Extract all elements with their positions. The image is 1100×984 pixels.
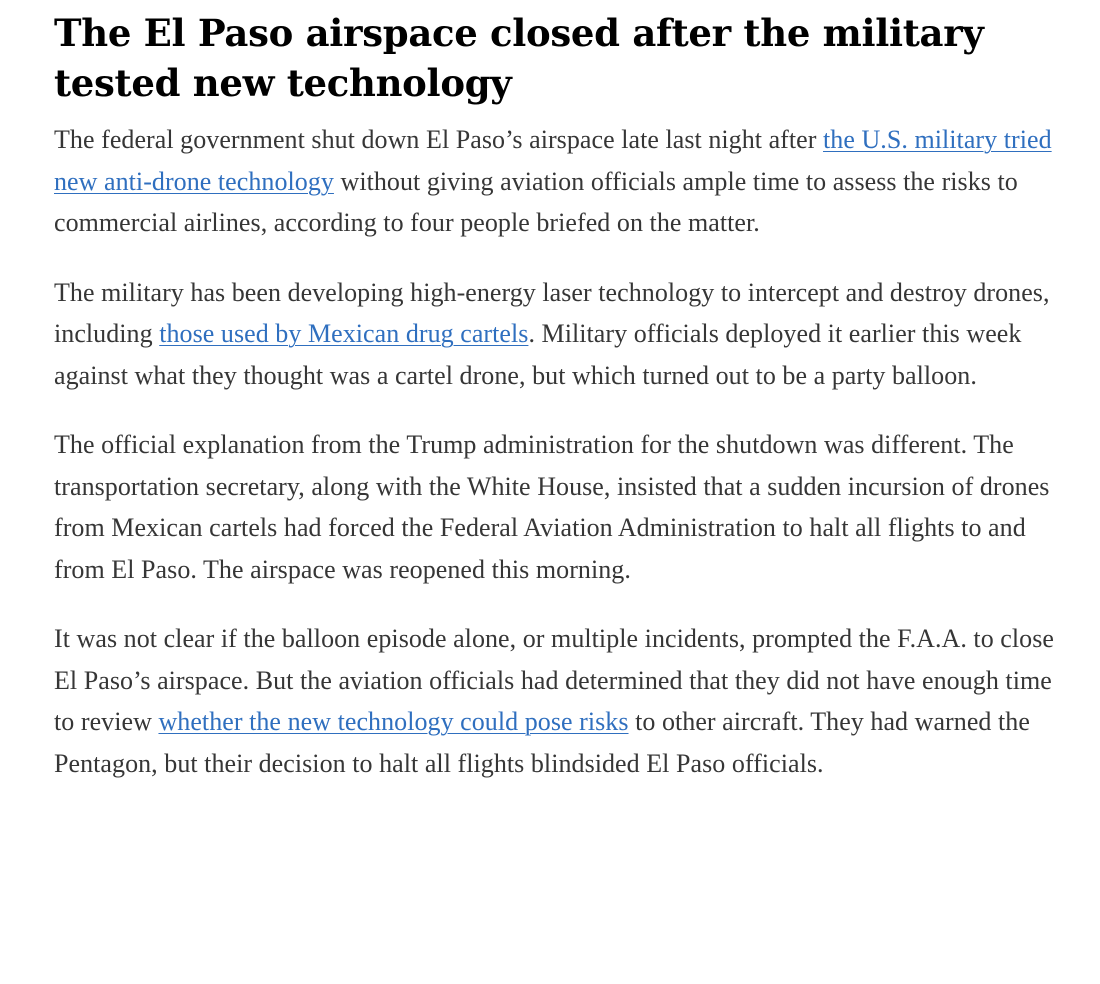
headline: The El Paso airspace closed after the military tested new technology [54, 11, 984, 105]
paragraph-1-text-before: The federal government shut down El Paso’s airspace late last night after [54, 125, 824, 154]
paragraph-4-text-after: to other aircraft. They had warned the Pentagon, but their decision to halt all flights blindsided El Paso officials. [54, 707, 1030, 778]
paragraph-4 [54, 618, 1078, 784]
paragraph-3: The official explanation from the Trump administration for the shutdown was different. The transportation secretary, along with the White House, insisted that a sudden incursion of drones from Mexican cartels had forced the Federal Aviation Administration to halt all flights to and from El Paso. The airspace was reopened this morning. [54, 430, 1050, 584]
link-technology-risks[interactable]: whether the new technology could pose risks [158, 707, 629, 736]
paragraph-1 [54, 119, 1078, 244]
paragraph-4-text-before: It was not clear if the balloon episode alone, or multiple incidents, prompted the F.A.A. to close El Paso’s airspace. But the aviation officials had determined that they did not have enough time to review [54, 624, 1054, 736]
link-anti-drone-technology[interactable]: the U.S. military tried new anti-drone technology [54, 125, 1052, 196]
link-mexican-drug-cartels[interactable]: those used by Mexican drug cartels [159, 319, 529, 348]
paragraph-2 [54, 272, 1078, 397]
paragraph-2-text-before: The military has been developing high-energy laser technology to intercept and destroy drones, including [54, 277, 1050, 348]
paragraph-1-text-after: without giving aviation officials ample time to assess the risks to commercial airlines, according to four people briefed on the matter. [54, 166, 1018, 237]
paragraph-2-text-after: . Military officials deployed it earlier this week against what they thought was a cartel drone, but which turned out to be a party balloon. [54, 319, 1022, 390]
article [54, 8, 1078, 812]
